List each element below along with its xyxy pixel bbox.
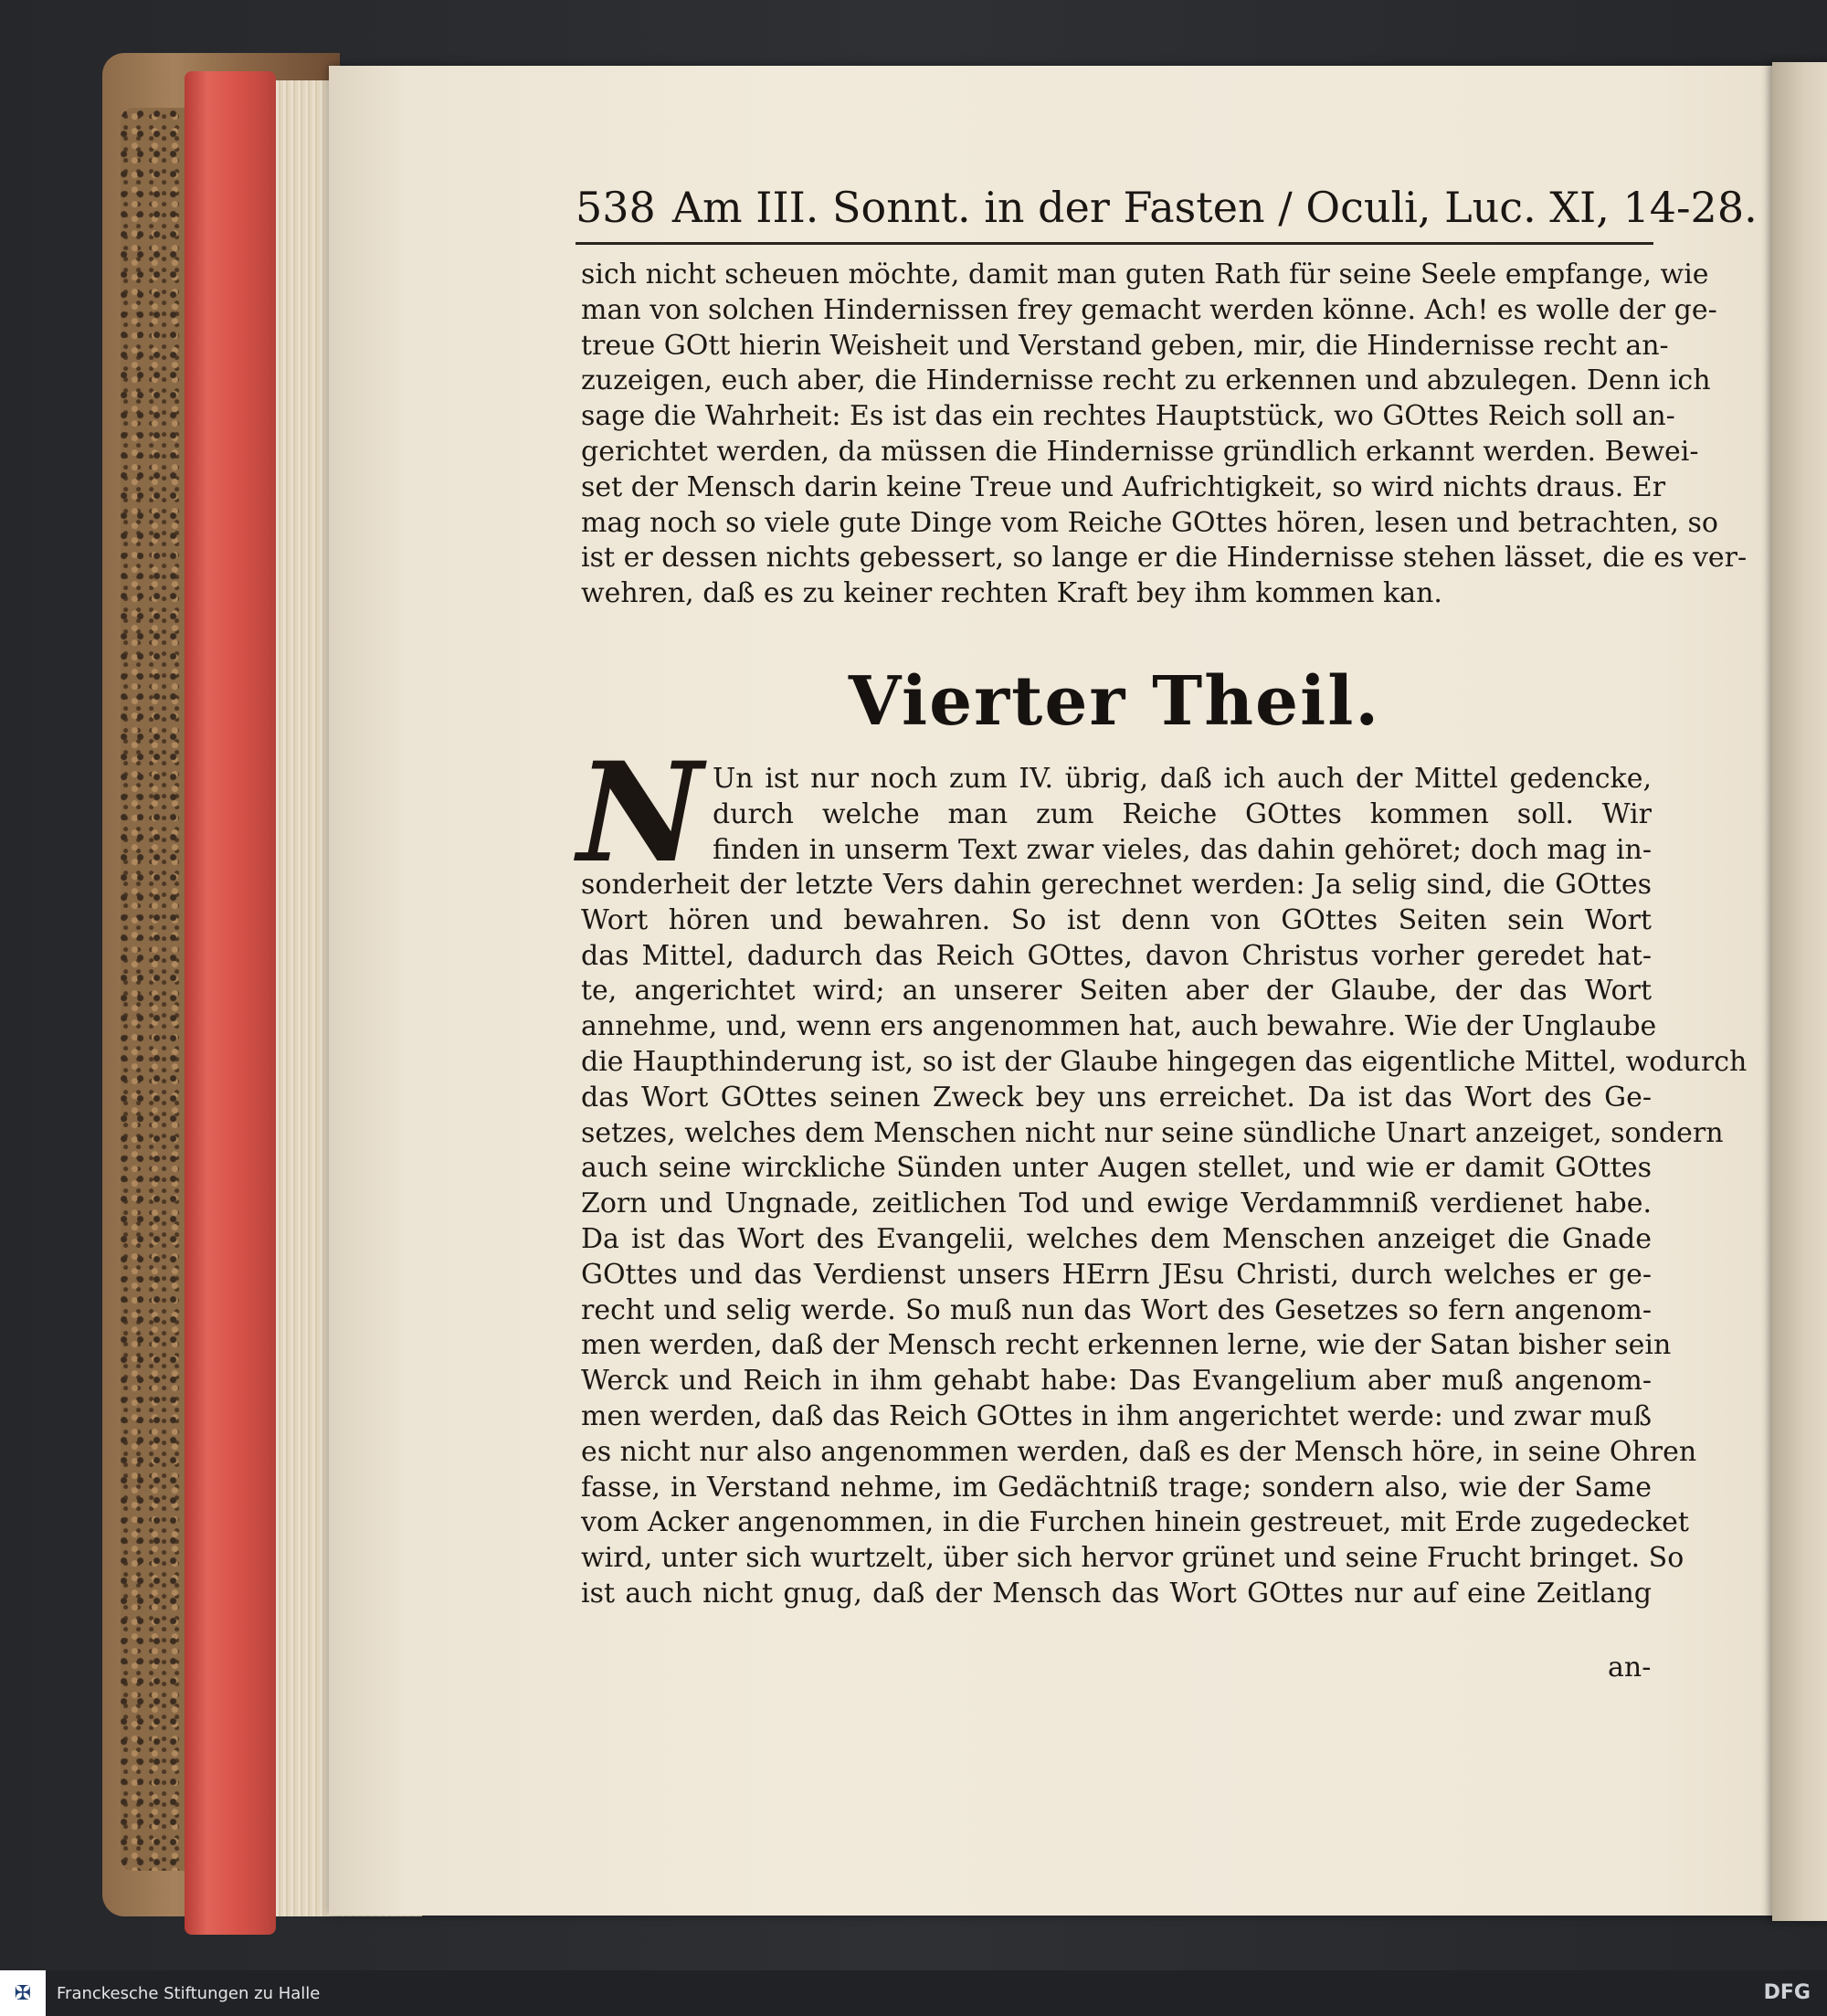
text-line: vom Acker angenommen, in die Furchen hinein gestreuet, mit Erde zugedecket xyxy=(581,1506,1689,1539)
page-right-edge xyxy=(1772,62,1827,1921)
text-line: treue GOtt hierin Weisheit und Verstand geben, mir, die Hindernisse recht an- xyxy=(581,329,1669,362)
text-line: man von solchen Hindernissen frey gemacht werden könne. Ach! es wolle der ge- xyxy=(581,293,1717,326)
top-paragraph xyxy=(581,258,1748,612)
page-number: 538 xyxy=(576,183,656,232)
drop-cap: N xyxy=(577,733,703,893)
text-line: durch welche man zum Reiche GOttes kommen soll. Wir xyxy=(713,797,1652,830)
institution-name[interactable]: Franckesche Stiftungen zu Halle xyxy=(57,1983,321,2003)
text-line: ist er dessen nichts gebessert, so lange er die Hindernisse stehen lässet, die es ver- xyxy=(581,542,1748,575)
text-line: es nicht nur also angenommen werden, daß es der Mensch höre, in seine Ohren xyxy=(581,1435,1697,1468)
text-line: fasse, in Verstand nehme, im Gedächtniß trage; sondern also, wie der Same xyxy=(581,1471,1652,1504)
text-line: sonderheit der letzte Vers dahin gerechnet werden: Ja selig sind, die GOttes xyxy=(581,869,1652,901)
text-line: die Haupthinderung ist, so ist der Glaube hingegen das eigentliche Mittel, wodurch xyxy=(581,1045,1748,1078)
text-line: ist auch nicht gnug, daß der Mensch das Wort GOttes nur auf eine Zeitlang xyxy=(581,1577,1652,1610)
text-line: set der Mensch darin keine Treue und Aufrichtigkeit, so wird nichts draus. Er xyxy=(581,470,1666,503)
text-line: Da ist das Wort des Evangelii, welches dem Menschen anzeiget die Gnade xyxy=(581,1222,1652,1255)
text-line: gerichtet werden, da müssen die Hindernisse gründlich erkannt werden. Bewei- xyxy=(581,435,1699,468)
section-heading: Vierter Theil. xyxy=(848,662,1381,741)
text-line: Un ist nur noch zum IV. übrig, daß ich auch der Mittel gedencke, xyxy=(713,763,1652,795)
text-line: men werden, daß der Mensch recht erkennen lerne, wie der Satan bisher sein xyxy=(581,1329,1672,1362)
text-line: wehren, daß es zu keiner rechten Kraft bey ihm kommen kan. xyxy=(581,577,1442,610)
text-line: das Wort GOttes seinen Zweck bey uns erreichet. Da ist das Wort des Ge- xyxy=(581,1081,1652,1114)
text-line: annehme, und, wenn ers angenommen hat, auch bewahre. Wie der Unglaube xyxy=(581,1010,1657,1043)
text-line: wird, unter sich wurtzelt, über sich hervor grünet und seine Frucht bringet. So xyxy=(581,1542,1684,1575)
text-line: sage die Wahrheit: Es ist das ein rechtes Hauptstück, wo GOttes Reich soll an- xyxy=(581,400,1675,433)
red-page-edge xyxy=(185,71,276,1935)
catchword: an- xyxy=(1608,1652,1652,1684)
text-line: Werck und Reich in ihm gehabt habe: Das Evangelium aber muß angenom- xyxy=(581,1365,1652,1398)
text-line: das Mittel, dadurch das Reich GOttes, davon Christus vorher geredet hat- xyxy=(581,939,1652,972)
text-line: GOttes und das Verdienst unsers HErrn JEsu Christi, durch welches er ge- xyxy=(581,1258,1652,1291)
text-line: te, angerichtet wird; an unserer Seiten aber der Glaube, der das Wort xyxy=(581,975,1652,1008)
drop-cap-lines xyxy=(713,762,1652,868)
text-line: setzes, welches dem Menschen nicht nur seine sündliche Unart anzeiget, sondern xyxy=(581,1116,1724,1149)
dfg-logo: DFG xyxy=(1763,1981,1811,2004)
text-line: men werden, daß das Reich GOttes in ihm angerichtet werde: und zwar muß xyxy=(581,1399,1652,1432)
text-line: mag noch so viele gute Dinge vom Reiche GOttes hören, lesen und betrachten, so xyxy=(581,506,1718,539)
running-head xyxy=(576,183,1758,232)
text-line: recht und selig werde. So muß nun das Wort des Gesetzes so fern angenom- xyxy=(581,1293,1652,1326)
text-line: finden in unserm Text zwar vieles, das dahin gehöret; doch mag in- xyxy=(713,833,1652,866)
running-title: Am III. Sonnt. in der Fasten / Oculi, Luc. XI, 14-28. xyxy=(671,183,1758,232)
text-line: sich nicht scheuen möchte, damit man guten Rath für seine Seele empfange, wie xyxy=(581,259,1709,290)
institution-logo-icon: ✠ xyxy=(0,1970,46,2016)
main-paragraph xyxy=(581,868,1748,1612)
text-line: auch seine wirckliche Sünden unter Augen stellet, und wie er damit GOttes xyxy=(581,1152,1652,1185)
header-rule xyxy=(576,242,1653,245)
viewer-footer xyxy=(0,1970,1827,2016)
text-line: Wort hören und bewahren. So ist denn von GOttes Seiten sein Wort xyxy=(581,903,1652,936)
text-line: zuzeigen, euch aber, die Hindernisse recht zu erkennen und abzulegen. Denn ich xyxy=(581,364,1711,397)
text-line: Zorn und Ungnade, zeitlichen Tod und ewige Verdammniß verdienet habe. xyxy=(581,1187,1652,1220)
